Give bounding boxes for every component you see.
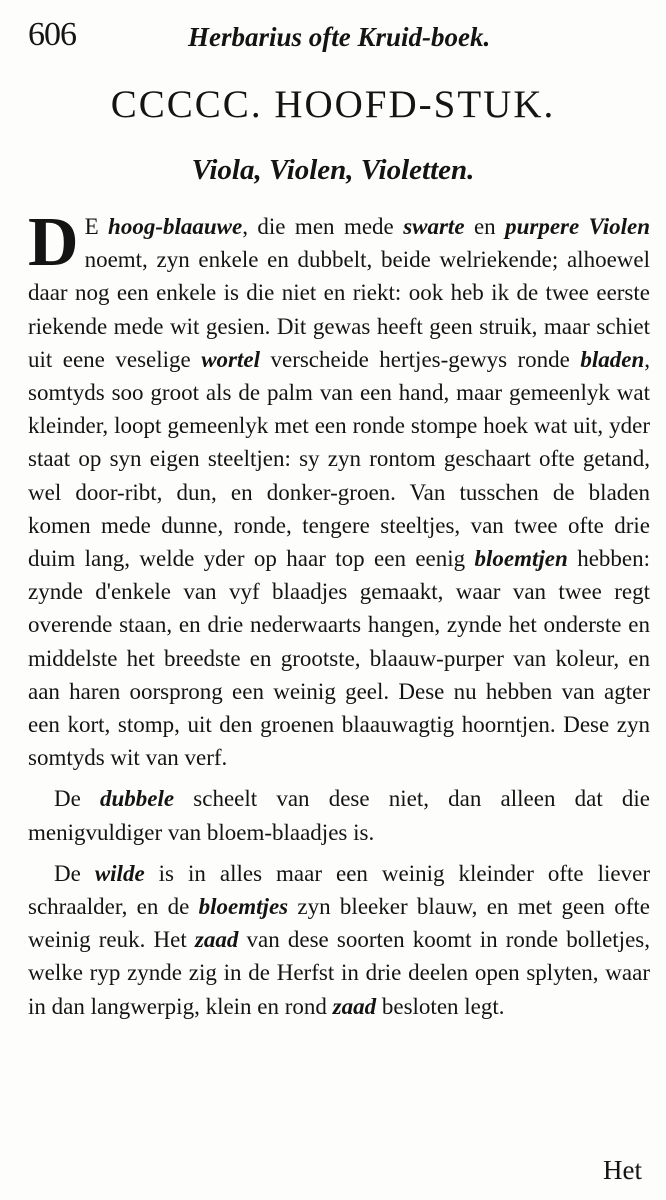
text-run: en: [464, 214, 506, 239]
text-run: verscheide hertjes-gewys ronde: [260, 346, 581, 372]
drop-cap: D: [28, 204, 79, 281]
text-run: noemt, zyn enkele en dubbelt, beide welriekende; alhoewel daar nog een enkele is die niet en riekt: ook heb ik de twee eerste riekende mede wit gesien. Dit gewas heeft geen struik, maar schiet uit eene veselige: [28, 247, 650, 372]
chapter-subtitle: Viola, Violen, Violetten.: [191, 154, 475, 186]
emphasized-term: wortel: [201, 346, 260, 372]
text-run: scheelt van dese niet, dan alleen dat die menigvuldiger van bloem-blaadjes is.: [28, 786, 650, 845]
emphasized-term: wilde: [94, 860, 145, 886]
text-run: , somtyds soo groot als de palm van een hand, maar gemeenlyk wat kleinder, loopt gemeenlyk met een ronde stompe hoek wat uit, yder staat op syn eigen steeltjen: sy zyn rontom geschaart ofte getand, wel door-ribt, dun, en donker-groen. Van tusschen de bladen komen mede dunne, ronde, tengere steeltjes, van twee ofte drie duim lang, welde yder op haar top een eenig: [28, 346, 651, 572]
page-number: 606: [28, 16, 76, 53]
text-run: besloten legt.: [376, 993, 505, 1019]
text-run: is in alles maar een weinig kleinder ofte liever schraalder, en de: [28, 860, 650, 920]
paragraph-wild-variety: [28, 857, 650, 1023]
text-run: De: [54, 786, 100, 812]
emphasized-term: bladen: [580, 346, 645, 372]
text-run: E: [84, 214, 109, 239]
emphasized-term: dubbele: [100, 786, 175, 812]
emphasized-term: swarte: [403, 214, 465, 239]
emphasized-term: bloemtjes: [198, 894, 289, 920]
text-run: van dese soorten koomt in ronde bolletjes, welke ryp zynde zig in de Herfst in drie deelen open splyten, waar in dan langwerpig, klein en rond: [28, 927, 650, 1019]
chapter-title: CCCCC. HOOFD-STUK.: [110, 83, 556, 126]
paragraph-description: [28, 204, 651, 774]
text-run: hebben: zynde d'enkele van vyf blaadjes gemaakt, waar van twee regt overende staan, en drie nederwaarts hangen, zynde het onderste en middelste het breedste en grootste, blaauw-purper van koleur, en aan haren oorsprong een weinig geel. Dese nu hebben van agter een kort, stomp, uit den groenen blaauwagtig hoorntjen. Dese zyn somtyds wit van verf.: [28, 546, 650, 771]
emphasized-term: zaad: [194, 927, 239, 953]
text-run: , die men mede: [242, 214, 404, 239]
emphasized-term: bloemtjen: [474, 546, 568, 572]
emphasized-term: purpere Violen: [505, 214, 650, 239]
catchword: Het: [603, 1155, 642, 1185]
running-title: Herbarius ofte Kruid-boek.: [188, 22, 491, 52]
body-text: [28, 204, 651, 1031]
running-head: [28, 14, 638, 56]
emphasized-term: zaad: [332, 993, 377, 1019]
text-run: zyn bleeker blauw, en met geen ofte weinig reuk. Het: [28, 894, 650, 953]
text-run: De: [54, 860, 95, 886]
emphasized-term: hoog-blaauwe: [108, 214, 243, 239]
paragraph-double-variety: [28, 782, 650, 848]
